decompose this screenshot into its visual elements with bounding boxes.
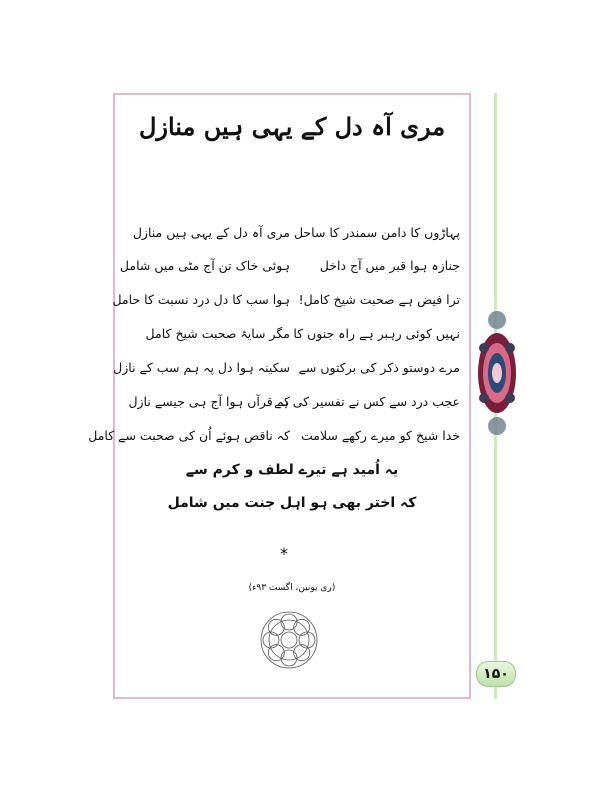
verse-second-line: کہ ناقص ہوئے اُن کی صحبت سے کامل <box>88 428 290 443</box>
closing-line: کہ اختر بھی ہو اہل جنت میں شامل <box>167 495 417 511</box>
verse-row <box>125 321 460 347</box>
page-number: ۱۵۰ <box>483 666 509 682</box>
verse-row <box>125 389 460 415</box>
verse-first-line: ترا فیض ہے صحبت شیخ کامل! <box>298 292 460 307</box>
verse-first-line: خدا شیخ کو میرے رکھے سلامت <box>300 428 460 443</box>
poem-title: مری آہ دل کے یہی ہیں منازل <box>138 112 446 141</box>
verse-second-line: کہ قرآں ہوا آج ہی جیسے نازل <box>128 394 290 409</box>
closing-line: یہ اُمید ہے تیرے لطف و کرم سے <box>185 462 399 478</box>
verse-first-line: جنازہ ہوا قبر میں آج داخل <box>319 258 460 273</box>
date-note: (ری یونین، اگست ۹۳ء) <box>248 583 336 593</box>
star-separator: * <box>280 544 288 563</box>
verse-row <box>112 287 460 313</box>
verse-second-line: سکینہ ہوا دل پہ ہم سب کے نازل <box>113 360 290 375</box>
verse-second-line: مری آہ دل کے یہی ہیں منازل <box>132 225 290 240</box>
verse-first-line: پہاڑوں کا دامن سمندر کا ساحل <box>293 225 460 240</box>
verse-second-line: ہوا سب کا دل درد نسبت کا حامل <box>112 292 290 307</box>
rosette-ornament-icon <box>258 609 320 671</box>
verse-row <box>88 423 460 449</box>
verse-row <box>113 355 460 381</box>
floral-ornament-icon <box>476 308 518 438</box>
verse-second-line: مگر سایۂ صحبت شیخ کامل <box>145 326 290 341</box>
verse-first-line: عجب درد سے کس نے تفسیر کی ہے <box>274 394 460 409</box>
verse-second-line: ہوئی خاک تن آج مٹی میں شامل <box>119 258 290 273</box>
verse-first-line: نہیں کوئی رہبر ہے راہ جنوں کا <box>293 326 460 341</box>
verse-row <box>125 220 460 246</box>
verse-first-line: مرے دوستو ذکر کی برکتوں سے <box>298 360 460 375</box>
page-number-badge <box>476 661 516 687</box>
verse-row <box>119 253 460 279</box>
